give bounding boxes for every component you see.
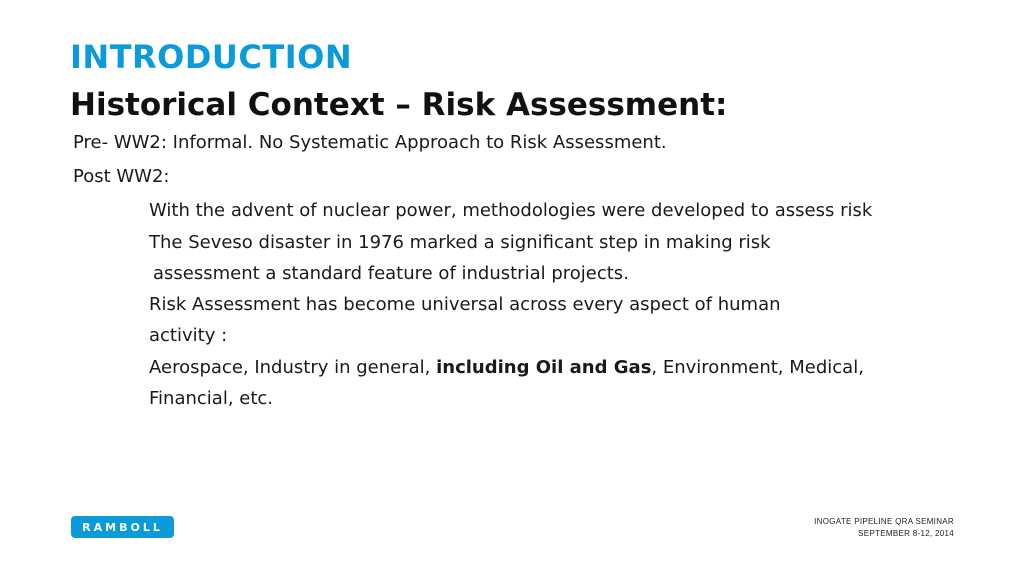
sectors-bold: including Oil and Gas [436, 357, 652, 378]
footer [814, 516, 954, 541]
logo-text: RAMBOLL [82, 520, 163, 534]
ramboll-logo [71, 516, 174, 538]
body-line-sectors [149, 357, 864, 379]
body-line-pre-ww2: Pre- WW2: Informal. No Systematic Approach to Risk Assessment. [73, 132, 667, 153]
footer-event: INOGATE PIPELINE QRA SEMINAR [814, 517, 954, 526]
slide-heading: INTRODUCTION [70, 38, 353, 76]
body-line-post-ww2: Post WW2: [73, 166, 170, 187]
body-line-sectors-cont: Financial, etc. [149, 388, 274, 409]
body-line-seveso-cont: assessment a standard feature of industrial projects. [153, 263, 629, 284]
body-line-seveso: The Seveso disaster in 1976 marked a significant step in making risk [149, 232, 771, 253]
body-line-activity: activity : [149, 325, 228, 346]
slide-subheading: Historical Context – Risk Assessment: [70, 87, 728, 123]
sectors-suffix: , Environment, Medical, [651, 357, 864, 378]
body-line-universal: Risk Assessment has become universal across every aspect of human [149, 294, 781, 315]
body-line-nuclear: With the advent of nuclear power, methodologies were developed to assess risk [149, 200, 873, 221]
sectors-prefix: Aerospace, Industry in general, [149, 357, 437, 378]
footer-date: SEPTEMBER 8-12, 2014 [858, 529, 954, 539]
